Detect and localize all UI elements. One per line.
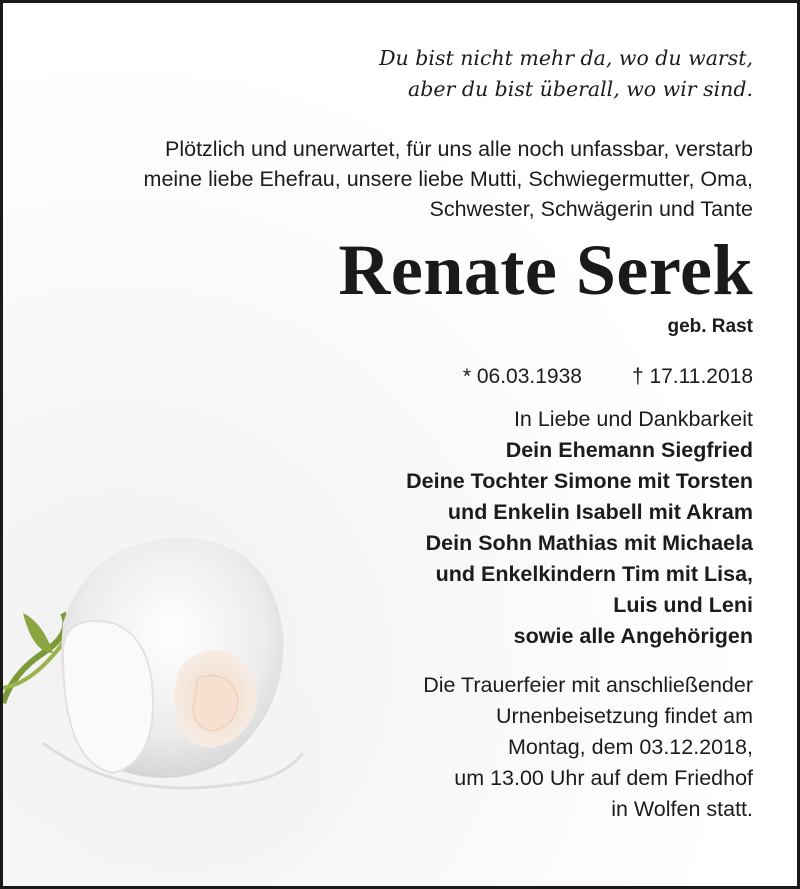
birth-date: * 06.03.1938 <box>462 365 582 388</box>
funeral-service-info <box>33 670 753 825</box>
quote-line: aber du bist überall, wo wir sind. <box>408 77 753 101</box>
quote <box>33 43 753 105</box>
mourner-line: Luis und Leni <box>613 593 753 617</box>
service-line: Urnenbeisetzung findet am <box>496 704 753 728</box>
service-line: in Wolfen statt. <box>611 797 753 821</box>
mourner-line: und Enkelkindern Tim mit Lisa, <box>435 562 753 586</box>
quote-line: Du bist nicht mehr da, wo du warst, <box>379 46 753 70</box>
mourner-line: Dein Sohn Mathias mit Michaela <box>425 531 753 555</box>
announcement-line: Schwester, Schwägerin und Tante <box>429 197 753 221</box>
life-dates <box>33 362 753 392</box>
service-line: um 13.00 Uhr auf dem Friedhof <box>454 766 753 790</box>
deceased-name: Renate Serek <box>338 230 753 310</box>
mourners-intro: In Liebe und Dankbarkeit <box>513 407 753 431</box>
announcement-text <box>33 134 753 224</box>
mourner-line: Deine Tochter Simone mit Torsten <box>406 469 753 493</box>
death-date: † 17.11.2018 <box>631 365 753 388</box>
mourner-line: Dein Ehemann Siegfried <box>505 438 753 462</box>
announcement-line: meine liebe Ehefrau, unsere liebe Mutti, Schwiegermutter, Oma, <box>143 167 753 191</box>
service-line: Die Trauerfeier mit anschließender <box>423 673 753 697</box>
service-line: Montag, dem 03.12.2018, <box>507 735 753 759</box>
mourners-list <box>33 404 753 652</box>
mourner-line: und Enkelin Isabell mit Akram <box>447 500 753 524</box>
mourner-line: sowie alle Angehörigen <box>513 624 753 648</box>
maiden-name: geb. Rast <box>667 316 753 337</box>
announcement-line: Plötzlich und unerwartet, für uns alle noch unfassbar, verstarb <box>165 137 753 161</box>
